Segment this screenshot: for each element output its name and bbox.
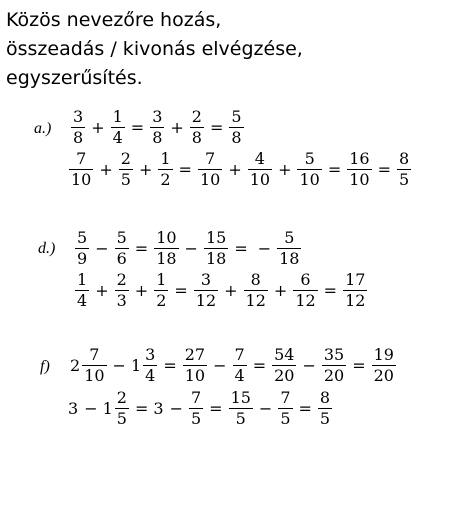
fraction bbox=[398, 150, 410, 189]
fraction bbox=[144, 346, 156, 385]
exercise-f-line-2 bbox=[68, 389, 333, 428]
fraction-numerator: 8 bbox=[399, 149, 410, 168]
heading bbox=[6, 6, 456, 93]
fraction-numerator: 3 bbox=[152, 107, 163, 126]
fraction bbox=[279, 389, 291, 428]
fraction-numerator: 5 bbox=[304, 149, 315, 168]
fraction-numerator: 7 bbox=[89, 345, 100, 364]
fraction-denominator: 18 bbox=[205, 249, 227, 268]
fraction-denominator: 18 bbox=[279, 249, 300, 268]
fraction-numerator: 3 bbox=[73, 107, 84, 126]
fraction-numerator: 7 bbox=[190, 388, 202, 407]
fraction-numerator: 15 bbox=[230, 388, 251, 407]
fraction bbox=[319, 389, 331, 428]
fraction-numerator: 7 bbox=[234, 345, 245, 364]
fraction bbox=[116, 229, 128, 268]
fraction-denominator: 10 bbox=[349, 170, 370, 189]
fraction-denominator: 10 bbox=[299, 170, 320, 189]
fraction bbox=[294, 271, 316, 310]
fraction-denominator: 8 bbox=[152, 128, 163, 147]
fraction bbox=[190, 389, 202, 428]
math-operator: = bbox=[377, 160, 392, 179]
fraction-denominator: 5 bbox=[116, 409, 127, 428]
fraction-denominator: 5 bbox=[229, 408, 253, 428]
math-operator: = bbox=[130, 118, 145, 137]
exercise-d-line-2 bbox=[74, 271, 368, 310]
fraction-numerator: 5 bbox=[116, 228, 127, 247]
fraction-denominator: 10 bbox=[249, 170, 271, 189]
fraction-denominator: 5 bbox=[190, 409, 202, 428]
fraction-numerator: 6 bbox=[300, 270, 311, 289]
fraction-denominator: 8 bbox=[231, 128, 242, 147]
fraction-numerator: 5 bbox=[231, 107, 242, 126]
fraction bbox=[195, 271, 217, 310]
math-operator: = bbox=[209, 118, 224, 137]
fraction-numerator: 16 bbox=[349, 149, 370, 168]
exercise-a-line-1 bbox=[70, 108, 245, 147]
fraction-numerator: 2 bbox=[116, 388, 127, 407]
math-operator: = bbox=[252, 356, 267, 375]
fraction-numerator: 10 bbox=[156, 228, 177, 247]
mixed-number bbox=[131, 346, 158, 385]
heading-line-3: egyszerűsítés. bbox=[6, 67, 143, 89]
fraction-denominator: 18 bbox=[156, 249, 177, 268]
fraction-denominator: 10 bbox=[84, 366, 105, 385]
fraction-numerator: 2 bbox=[120, 149, 131, 168]
heading-line-1: Közös nevezőre hozás, bbox=[6, 9, 222, 31]
math-operator: + bbox=[224, 281, 238, 300]
fraction-numerator: 1 bbox=[77, 270, 88, 289]
mixed-whole: 2 bbox=[70, 356, 81, 375]
fraction bbox=[151, 108, 163, 147]
fraction-numerator: 5 bbox=[77, 228, 88, 247]
math-operator: = bbox=[352, 356, 366, 375]
fraction-denominator: 8 bbox=[191, 128, 202, 147]
fraction-denominator: 2 bbox=[156, 291, 167, 310]
math-operator: + bbox=[278, 160, 292, 179]
heading-line-2: összeadás / kivonás elvégzése, bbox=[6, 38, 303, 60]
fraction-denominator: 4 bbox=[234, 366, 245, 385]
fraction bbox=[184, 346, 206, 385]
fraction-numerator: 19 bbox=[373, 345, 394, 364]
fraction bbox=[72, 108, 84, 147]
math-operator: − bbox=[112, 356, 126, 375]
fraction bbox=[120, 150, 132, 189]
fraction bbox=[191, 108, 203, 147]
math-integer: 3 bbox=[68, 399, 79, 418]
math-operator: = bbox=[178, 160, 192, 179]
fraction-numerator: 2 bbox=[191, 107, 202, 126]
fraction-denominator: 10 bbox=[184, 366, 206, 385]
fraction-denominator: 12 bbox=[295, 291, 316, 310]
math-operator: − bbox=[169, 399, 183, 418]
fraction-denominator: 5 bbox=[120, 170, 131, 189]
math-operator: = bbox=[134, 239, 149, 258]
math-operator: + bbox=[134, 281, 149, 300]
math-operator: + bbox=[99, 160, 113, 179]
fraction bbox=[230, 108, 242, 147]
fraction bbox=[348, 150, 370, 189]
exercise-a-label: a.) bbox=[34, 120, 52, 137]
fraction bbox=[112, 108, 124, 147]
fraction-denominator: 6 bbox=[116, 249, 127, 268]
fraction-denominator: 5 bbox=[280, 409, 291, 428]
mixed-number bbox=[103, 389, 130, 428]
math-operator: + bbox=[273, 281, 288, 300]
math-operator: + bbox=[228, 160, 242, 179]
math-operator: − bbox=[184, 239, 198, 258]
fraction bbox=[155, 271, 167, 310]
exercise-f-line-1 bbox=[70, 346, 397, 385]
fraction-numerator: 3 bbox=[145, 345, 156, 364]
math-operator: + bbox=[170, 118, 184, 137]
mixed-whole: 1 bbox=[130, 356, 142, 375]
fraction bbox=[76, 271, 88, 310]
exercise-a-line-2 bbox=[68, 150, 412, 189]
fraction-denominator: 10 bbox=[71, 170, 92, 189]
fraction-numerator: 8 bbox=[250, 270, 261, 289]
fraction-numerator: 1 bbox=[112, 107, 123, 126]
fraction-denominator: 12 bbox=[195, 291, 217, 310]
math-operator: − bbox=[302, 356, 316, 375]
fraction bbox=[273, 346, 295, 385]
fraction bbox=[278, 229, 300, 268]
exercise-d-line-1 bbox=[74, 229, 302, 268]
fraction-denominator: 10 bbox=[199, 170, 221, 189]
fraction-numerator: 54 bbox=[274, 345, 295, 364]
math-operator: = bbox=[298, 399, 312, 418]
fraction-denominator: 5 bbox=[319, 409, 331, 428]
fraction-numerator: 4 bbox=[254, 149, 265, 168]
fraction bbox=[76, 229, 88, 268]
fraction-numerator: 7 bbox=[76, 149, 87, 168]
math-operator: = bbox=[209, 399, 223, 418]
fraction-denominator: 2 bbox=[160, 170, 171, 189]
fraction-numerator: 15 bbox=[205, 228, 227, 247]
math-operator: + bbox=[95, 281, 109, 300]
fraction bbox=[245, 271, 267, 310]
fraction bbox=[344, 271, 366, 310]
math-operator: = bbox=[327, 160, 342, 179]
fraction-numerator: 27 bbox=[184, 345, 206, 364]
math-operator: = bbox=[134, 399, 149, 418]
fraction bbox=[70, 150, 92, 189]
math-operator: = bbox=[174, 281, 188, 300]
fraction bbox=[323, 346, 345, 385]
fraction bbox=[83, 346, 105, 385]
math-operator: − bbox=[95, 239, 109, 258]
fraction-denominator: 3 bbox=[116, 291, 127, 310]
fraction-numerator: 5 bbox=[284, 228, 295, 247]
fraction-numerator: 1 bbox=[156, 270, 167, 289]
math-operator: = bbox=[234, 239, 248, 258]
fraction-denominator: 8 bbox=[73, 128, 84, 147]
fraction bbox=[205, 229, 227, 268]
math-operator: + bbox=[138, 160, 153, 179]
fraction bbox=[230, 389, 252, 428]
fraction-numerator: 1 bbox=[160, 149, 171, 168]
fraction-denominator: 12 bbox=[245, 291, 266, 310]
exercise-f-label: f) bbox=[40, 358, 50, 375]
math-operator: = bbox=[323, 281, 338, 300]
fraction-denominator: 12 bbox=[345, 291, 366, 310]
fraction bbox=[199, 150, 221, 189]
fraction-numerator: 35 bbox=[323, 345, 345, 364]
fraction-denominator: 20 bbox=[274, 366, 295, 385]
math-integer: 3 bbox=[153, 399, 164, 418]
math-operator: = bbox=[163, 356, 177, 375]
fraction-denominator: 4 bbox=[77, 291, 88, 310]
fraction-denominator: 5 bbox=[399, 170, 410, 189]
fraction bbox=[249, 150, 271, 189]
fraction bbox=[116, 389, 128, 428]
fraction-denominator: 20 bbox=[373, 366, 394, 385]
exercise-d-label: d.) bbox=[38, 240, 56, 257]
fraction-numerator: 7 bbox=[280, 388, 291, 407]
fraction-denominator: 4 bbox=[145, 366, 156, 385]
fraction-denominator: 20 bbox=[323, 366, 345, 385]
math-operator: − bbox=[213, 356, 227, 375]
math-operator: + bbox=[91, 118, 105, 137]
fraction-numerator: 7 bbox=[205, 149, 216, 168]
fraction bbox=[298, 150, 320, 189]
fraction-numerator: 8 bbox=[319, 388, 331, 407]
fraction-numerator: 2 bbox=[116, 270, 127, 289]
fraction-numerator: 3 bbox=[200, 270, 212, 289]
fraction bbox=[373, 346, 395, 385]
fraction bbox=[159, 150, 171, 189]
fraction-denominator: 9 bbox=[77, 249, 88, 268]
math-operator: − bbox=[84, 399, 98, 418]
fraction-numerator: 17 bbox=[345, 270, 366, 289]
mixed-number bbox=[70, 346, 108, 385]
math-operator: − bbox=[257, 239, 272, 258]
math-operator: − bbox=[258, 399, 273, 418]
mixed-whole: 1 bbox=[102, 399, 113, 418]
fraction-denominator: 4 bbox=[112, 128, 123, 147]
fraction bbox=[116, 271, 128, 310]
fraction bbox=[234, 346, 246, 385]
fraction bbox=[155, 229, 177, 268]
